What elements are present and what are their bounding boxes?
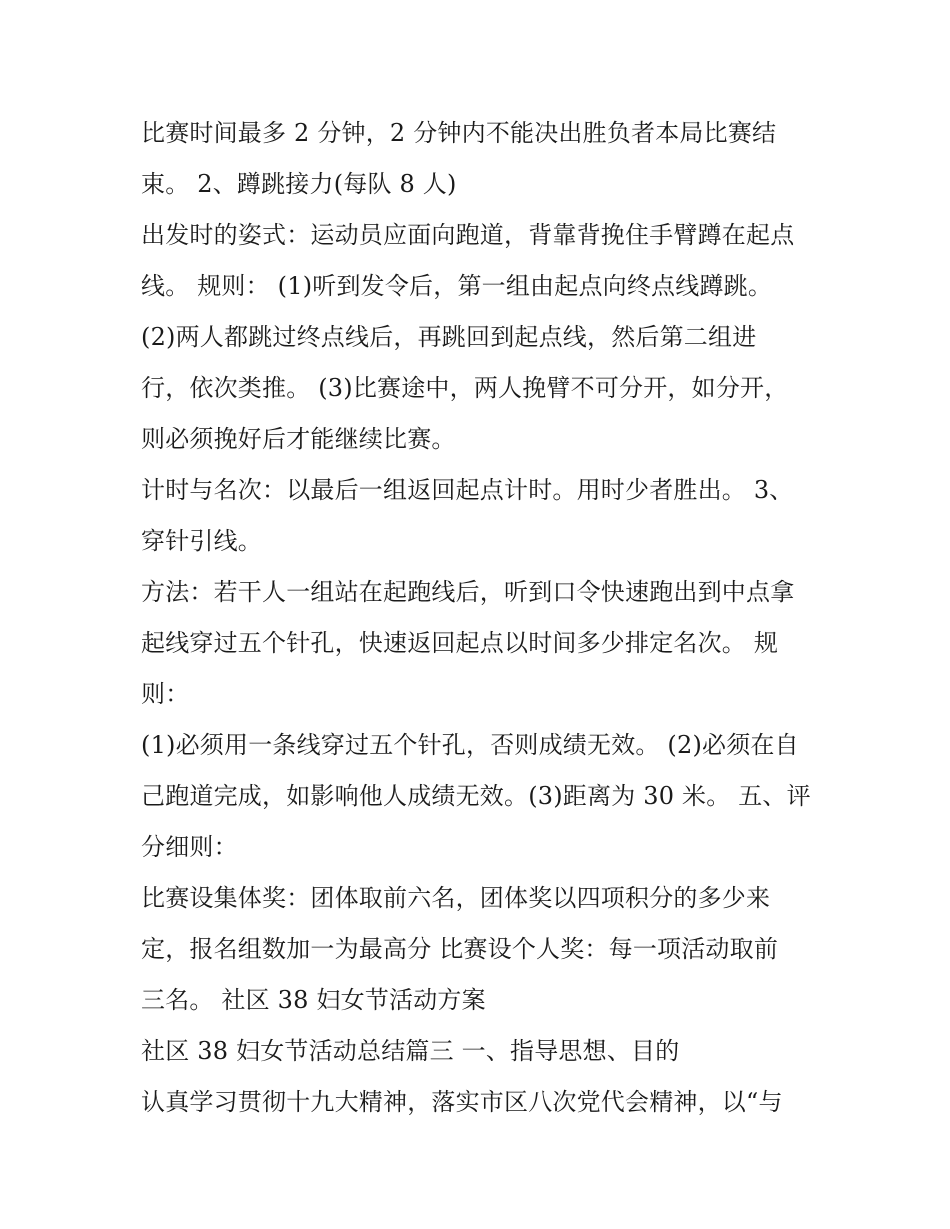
text-line: 线。 规则： (1)听到发令后，第一组由起点向终点线蹲跳。 <box>141 272 773 300</box>
document-body <box>141 108 821 1128</box>
text-line: 穿针引线。 <box>141 527 262 555</box>
text-line: 出发时的姿式：运动员应面向跑道，背靠背挽住手臂蹲在起点 <box>141 221 795 249</box>
text-line: 己跑道完成，如影响他人成绩无效。(3)距离为 30 米。 五、评 <box>141 782 811 810</box>
text-line: 束。 2、蹲跳接力(每队 8 人) <box>141 170 457 198</box>
text-line: 比赛设集体奖：团体取前六名，团体奖以四项积分的多少来 <box>141 884 771 912</box>
text-line: 行，依次类推。 (3)比赛途中，两人挽臂不可分开，如分开， <box>141 374 789 402</box>
text-line: 计时与名次：以最后一组返回起点计时。用时少者胜出。 3、 <box>141 476 794 504</box>
text-line: 起线穿过五个针孔，快速返回起点以时间多少排定名次。 规 <box>141 629 779 657</box>
text-line: 定，报名组数加一为最高分 比赛设个人奖：每一项活动取前 <box>141 935 779 963</box>
text-line: 则： <box>141 680 190 708</box>
text-line: 方法：若干人一组站在起跑线后，听到口令快速跑出到中点拿 <box>141 578 795 606</box>
text-line: 三名。 社区 38 妇女节活动方案 <box>141 986 486 1014</box>
text-line: 认真学习贯彻十九大精神，落实市区八次党代会精神，以“与 <box>141 1088 783 1116</box>
text-line: 分细则： <box>141 833 238 861</box>
text-line: 则必须挽好后才能继续比赛。 <box>141 425 456 453</box>
text-line: 社区 38 妇女节活动总结篇三 一、指导思想、目的 <box>141 1037 680 1065</box>
text-line: (2)两人都跳过终点线后，再跳回到起点线，然后第二组进 <box>141 323 757 351</box>
text-line: (1)必须用一条线穿过五个针孔，否则成绩无效。 (2)必须在自 <box>141 731 799 759</box>
text-line: 比赛时间最多 2 分钟，2 分钟内不能决出胜负者本局比赛结 <box>141 119 777 147</box>
